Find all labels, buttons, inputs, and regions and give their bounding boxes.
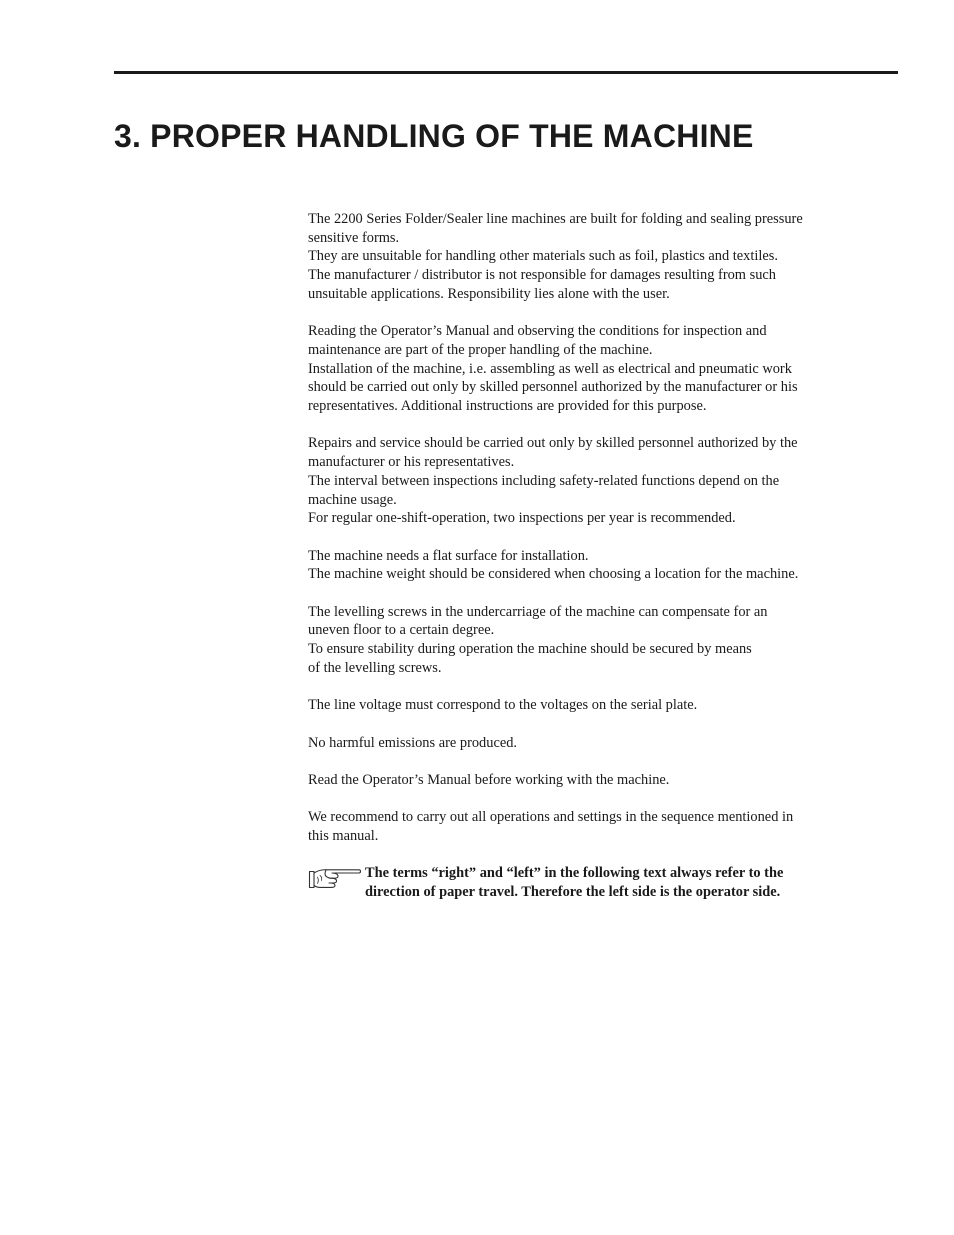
text-line: The machine weight should be considered when choosing a location for the machine. <box>308 566 799 583</box>
paragraph-repairs-inspections <box>308 434 858 528</box>
text-line: maintenance are part of the proper handling of the machine. <box>308 341 653 358</box>
text-line: Repairs and service should be carried out only by skilled personnel authorized by the <box>308 435 798 452</box>
text-line: representatives. Additional instructions are provided for this purpose. <box>308 398 707 415</box>
text-line: Read the Operator’s Manual before working with the machine. <box>308 771 670 788</box>
text-line: For regular one-shift-operation, two inspections per year is recommended. <box>308 510 736 527</box>
text-line: Installation of the machine, i.e. assembling as well as electrical and pneumatic work <box>308 360 792 377</box>
text-line: They are unsuitable for handling other materials such as foil, plastics and textiles. <box>308 248 778 265</box>
text-line: The machine needs a flat surface for installation. <box>308 547 589 564</box>
paragraph-intended-use <box>308 210 858 304</box>
text-line: sensitive forms. <box>308 229 400 246</box>
header-rule <box>114 71 898 74</box>
text-line: To ensure stability during operation the machine should be secured by means <box>308 641 752 658</box>
body-text <box>308 210 858 902</box>
text-line: this manual. <box>308 828 379 845</box>
paragraph-sequence <box>308 808 858 845</box>
page-title: 3. PROPER HANDLING OF THE MACHINE <box>114 118 754 154</box>
text-line: of the levelling screws. <box>308 659 442 676</box>
text-line: We recommend to carry out all operations and settings in the sequence mentioned in <box>308 809 794 826</box>
paragraph-levelling-screws <box>308 603 858 678</box>
text-line: unsuitable applications. Responsibility lies alone with the user. <box>308 285 670 302</box>
paragraph-read-manual <box>308 771 858 790</box>
pointing-hand-icon <box>308 865 362 891</box>
text-line: manufacturer or his representatives. <box>308 454 515 471</box>
paragraph-installation-surface <box>308 547 858 584</box>
text-line: The manufacturer / distributor is not responsible for damages resulting from such <box>308 267 776 284</box>
text-line: should be carried out only by skilled personnel authorized by the manufacturer or his <box>308 379 798 396</box>
text-line: machine usage. <box>308 491 397 508</box>
text-line: No harmful emissions are produced. <box>308 734 518 751</box>
text-line: The 2200 Series Folder/Sealer line machines are built for folding and sealing pressure <box>308 211 803 227</box>
paragraph-line-voltage <box>308 696 858 715</box>
paragraph-emissions <box>308 734 858 753</box>
note-line: The terms “right” and “left” in the following text always refer to the <box>365 865 784 882</box>
text-line: Reading the Operator’s Manual and observing the conditions for inspection and <box>308 323 767 340</box>
text-line: The levelling screws in the undercarriage of the machine can compensate for an <box>308 603 768 620</box>
paragraph-manual-installation <box>308 322 858 416</box>
text-line: uneven floor to a certain degree. <box>308 622 495 639</box>
text-line: The interval between inspections including safety-related functions depend on the <box>308 472 780 489</box>
orientation-note <box>308 864 858 901</box>
text-line: The line voltage must correspond to the voltages on the serial plate. <box>308 697 698 714</box>
note-line: direction of paper travel. Therefore the left side is the operator side. <box>365 884 781 901</box>
